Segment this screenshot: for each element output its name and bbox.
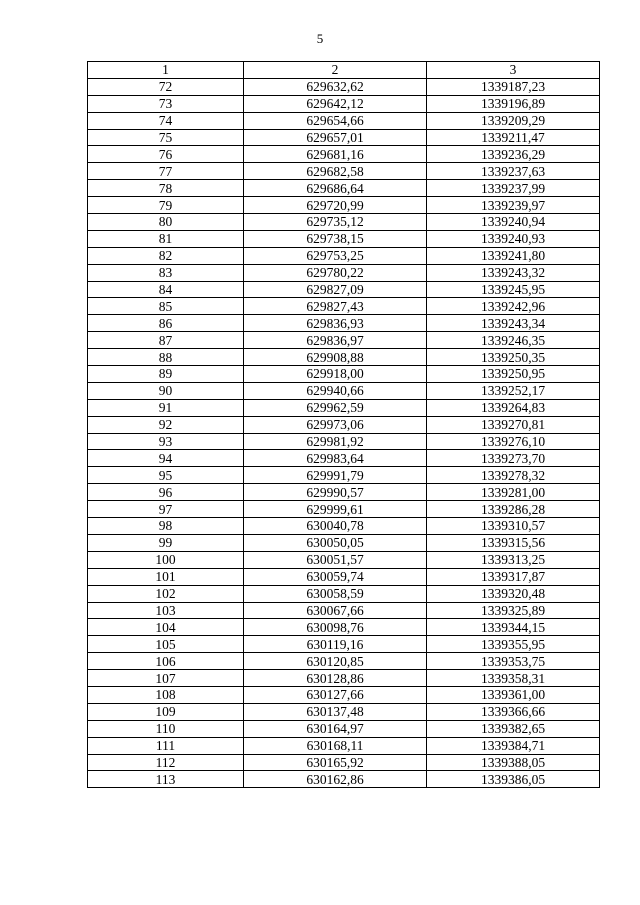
table-row: [88, 467, 600, 484]
point-number-cell: 83: [88, 264, 244, 281]
point-number-cell: 105: [88, 636, 244, 653]
y-coordinate-cell: 1339245,95: [427, 281, 600, 298]
table-row: [88, 78, 600, 95]
point-number-cell: 85: [88, 298, 244, 315]
y-coordinate-cell: 1339325,89: [427, 602, 600, 619]
x-coordinate-cell: 629657,01: [244, 129, 427, 146]
table-row: [88, 653, 600, 670]
x-coordinate-cell: 629686,64: [244, 180, 427, 197]
y-coordinate-cell: 1339240,94: [427, 214, 600, 231]
column-header-1: 1: [88, 62, 244, 79]
table-row: [88, 95, 600, 112]
y-coordinate-cell: 1339358,31: [427, 670, 600, 687]
y-coordinate-cell: 1339355,95: [427, 636, 600, 653]
y-coordinate-cell: 1339366,66: [427, 703, 600, 720]
x-coordinate-cell: 629940,66: [244, 382, 427, 399]
x-coordinate-cell: 629827,09: [244, 281, 427, 298]
y-coordinate-cell: 1339196,89: [427, 95, 600, 112]
y-coordinate-cell: 1339246,35: [427, 332, 600, 349]
y-coordinate-cell: 1339384,71: [427, 737, 600, 754]
x-coordinate-cell: 629738,15: [244, 230, 427, 247]
y-coordinate-cell: 1339361,00: [427, 686, 600, 703]
table-row: [88, 450, 600, 467]
x-coordinate-cell: 629983,64: [244, 450, 427, 467]
point-number-cell: 75: [88, 129, 244, 146]
x-coordinate-cell: 629681,16: [244, 146, 427, 163]
x-coordinate-cell: 629990,57: [244, 484, 427, 501]
y-coordinate-cell: 1339276,10: [427, 433, 600, 450]
x-coordinate-cell: 629654,66: [244, 112, 427, 129]
y-coordinate-cell: 1339388,05: [427, 754, 600, 771]
table-row: [88, 399, 600, 416]
y-coordinate-cell: 1339209,29: [427, 112, 600, 129]
point-number-cell: 99: [88, 534, 244, 551]
point-number-cell: 106: [88, 653, 244, 670]
y-coordinate-cell: 1339243,32: [427, 264, 600, 281]
header-row: [88, 62, 600, 79]
y-coordinate-cell: 1339237,99: [427, 180, 600, 197]
table-row: [88, 281, 600, 298]
x-coordinate-cell: 629780,22: [244, 264, 427, 281]
y-coordinate-cell: 1339320,48: [427, 585, 600, 602]
table-row: [88, 670, 600, 687]
point-number-cell: 113: [88, 771, 244, 788]
table-row: [88, 518, 600, 535]
y-coordinate-cell: 1339264,83: [427, 399, 600, 416]
x-coordinate-cell: 630162,86: [244, 771, 427, 788]
table-row: [88, 686, 600, 703]
point-number-cell: 77: [88, 163, 244, 180]
table-row: [88, 636, 600, 653]
table-row: [88, 366, 600, 383]
table-row: [88, 534, 600, 551]
point-number-cell: 88: [88, 349, 244, 366]
table-row: [88, 315, 600, 332]
table-row: [88, 720, 600, 737]
point-number-cell: 102: [88, 585, 244, 602]
x-coordinate-cell: 630137,48: [244, 703, 427, 720]
y-coordinate-cell: 1339310,57: [427, 518, 600, 535]
x-coordinate-cell: 629642,12: [244, 95, 427, 112]
y-coordinate-cell: 1339315,56: [427, 534, 600, 551]
point-number-cell: 109: [88, 703, 244, 720]
y-coordinate-cell: 1339281,00: [427, 484, 600, 501]
x-coordinate-cell: 629999,61: [244, 501, 427, 518]
x-coordinate-cell: 629827,43: [244, 298, 427, 315]
table-row: [88, 416, 600, 433]
table-row: [88, 332, 600, 349]
table-row: [88, 349, 600, 366]
x-coordinate-cell: 630067,66: [244, 602, 427, 619]
y-coordinate-cell: 1339313,25: [427, 551, 600, 568]
y-coordinate-cell: 1339386,05: [427, 771, 600, 788]
point-number-cell: 82: [88, 247, 244, 264]
y-coordinate-cell: 1339252,17: [427, 382, 600, 399]
x-coordinate-cell: 629973,06: [244, 416, 427, 433]
point-number-cell: 90: [88, 382, 244, 399]
point-number-cell: 96: [88, 484, 244, 501]
point-number-cell: 73: [88, 95, 244, 112]
point-number-cell: 111: [88, 737, 244, 754]
x-coordinate-cell: 629720,99: [244, 197, 427, 214]
table-row: [88, 214, 600, 231]
table-row: [88, 568, 600, 585]
point-number-cell: 97: [88, 501, 244, 518]
point-number-cell: 100: [88, 551, 244, 568]
table-header: [88, 62, 600, 79]
column-header-2: 2: [244, 62, 427, 79]
x-coordinate-cell: 630168,11: [244, 737, 427, 754]
table-row: [88, 382, 600, 399]
x-coordinate-cell: 630050,05: [244, 534, 427, 551]
y-coordinate-cell: 1339317,87: [427, 568, 600, 585]
table-row: [88, 501, 600, 518]
point-number-cell: 104: [88, 619, 244, 636]
y-coordinate-cell: 1339241,80: [427, 247, 600, 264]
x-coordinate-cell: 629753,25: [244, 247, 427, 264]
y-coordinate-cell: 1339240,93: [427, 230, 600, 247]
point-number-cell: 72: [88, 78, 244, 95]
x-coordinate-cell: 629836,97: [244, 332, 427, 349]
y-coordinate-cell: 1339270,81: [427, 416, 600, 433]
table-row: [88, 585, 600, 602]
table-row: [88, 163, 600, 180]
page-number: 5: [316, 31, 324, 46]
table-row: [88, 230, 600, 247]
x-coordinate-cell: 629632,62: [244, 78, 427, 95]
x-coordinate-cell: 630164,97: [244, 720, 427, 737]
x-coordinate-cell: 629908,88: [244, 349, 427, 366]
table-row: [88, 551, 600, 568]
point-number-cell: 103: [88, 602, 244, 619]
point-number-cell: 112: [88, 754, 244, 771]
table-row: [88, 146, 600, 163]
table-body: [88, 78, 600, 787]
x-coordinate-cell: 629981,92: [244, 433, 427, 450]
x-coordinate-cell: 630040,78: [244, 518, 427, 535]
table-row: [88, 247, 600, 264]
table-row: [88, 754, 600, 771]
y-coordinate-cell: 1339250,35: [427, 349, 600, 366]
x-coordinate-cell: 630098,76: [244, 619, 427, 636]
x-coordinate-cell: 629918,00: [244, 366, 427, 383]
y-coordinate-cell: 1339273,70: [427, 450, 600, 467]
x-coordinate-cell: 630128,86: [244, 670, 427, 687]
x-coordinate-cell: 629836,93: [244, 315, 427, 332]
column-header-3: 3: [427, 62, 600, 79]
point-number-cell: 89: [88, 366, 244, 383]
table-row: [88, 298, 600, 315]
y-coordinate-cell: 1339353,75: [427, 653, 600, 670]
y-coordinate-cell: 1339211,47: [427, 129, 600, 146]
table-row: [88, 129, 600, 146]
x-coordinate-cell: 630127,66: [244, 686, 427, 703]
point-number-cell: 87: [88, 332, 244, 349]
table-row: [88, 180, 600, 197]
y-coordinate-cell: 1339243,34: [427, 315, 600, 332]
point-number-cell: 98: [88, 518, 244, 535]
coordinates-table: [87, 61, 600, 788]
x-coordinate-cell: 629682,58: [244, 163, 427, 180]
point-number-cell: 78: [88, 180, 244, 197]
point-number-cell: 74: [88, 112, 244, 129]
y-coordinate-cell: 1339344,15: [427, 619, 600, 636]
table-row: [88, 737, 600, 754]
y-coordinate-cell: 1339278,32: [427, 467, 600, 484]
point-number-cell: 94: [88, 450, 244, 467]
point-number-cell: 79: [88, 197, 244, 214]
table-row: [88, 197, 600, 214]
y-coordinate-cell: 1339187,23: [427, 78, 600, 95]
x-coordinate-cell: 630165,92: [244, 754, 427, 771]
y-coordinate-cell: 1339239,97: [427, 197, 600, 214]
y-coordinate-cell: 1339237,63: [427, 163, 600, 180]
x-coordinate-cell: 630119,16: [244, 636, 427, 653]
point-number-cell: 91: [88, 399, 244, 416]
y-coordinate-cell: 1339382,65: [427, 720, 600, 737]
table-row: [88, 771, 600, 788]
x-coordinate-cell: 630059,74: [244, 568, 427, 585]
y-coordinate-cell: 1339242,96: [427, 298, 600, 315]
point-number-cell: 107: [88, 670, 244, 687]
x-coordinate-cell: 630058,59: [244, 585, 427, 602]
table-row: [88, 703, 600, 720]
point-number-cell: 76: [88, 146, 244, 163]
point-number-cell: 80: [88, 214, 244, 231]
point-number-cell: 92: [88, 416, 244, 433]
x-coordinate-cell: 630120,85: [244, 653, 427, 670]
x-coordinate-cell: 629962,59: [244, 399, 427, 416]
y-coordinate-cell: 1339286,28: [427, 501, 600, 518]
y-coordinate-cell: 1339236,29: [427, 146, 600, 163]
point-number-cell: 86: [88, 315, 244, 332]
table-row: [88, 619, 600, 636]
table-row: [88, 484, 600, 501]
point-number-cell: 93: [88, 433, 244, 450]
point-number-cell: 101: [88, 568, 244, 585]
x-coordinate-cell: 629991,79: [244, 467, 427, 484]
point-number-cell: 84: [88, 281, 244, 298]
point-number-cell: 95: [88, 467, 244, 484]
point-number-cell: 81: [88, 230, 244, 247]
x-coordinate-cell: 629735,12: [244, 214, 427, 231]
y-coordinate-cell: 1339250,95: [427, 366, 600, 383]
point-number-cell: 108: [88, 686, 244, 703]
table-row: [88, 433, 600, 450]
table-row: [88, 602, 600, 619]
x-coordinate-cell: 630051,57: [244, 551, 427, 568]
table-row: [88, 264, 600, 281]
point-number-cell: 110: [88, 720, 244, 737]
table-row: [88, 112, 600, 129]
